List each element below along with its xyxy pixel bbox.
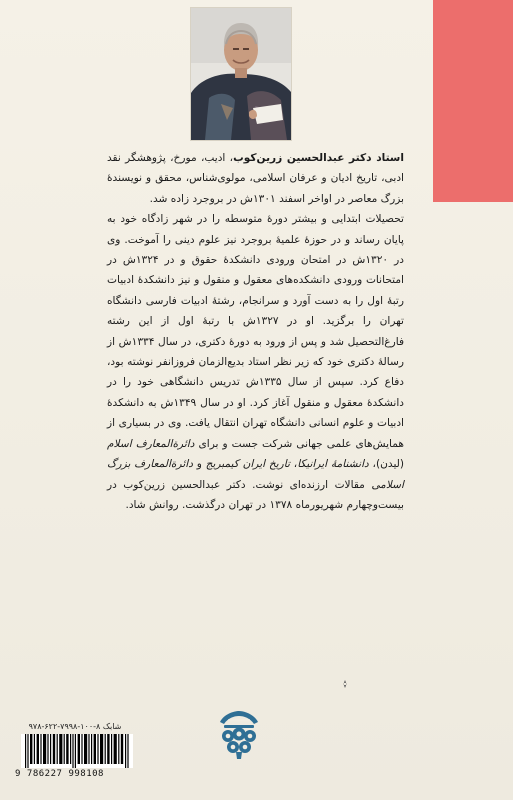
bio-paragraph-main: [107, 209, 404, 515]
author-name: استاد دکتر عبدالحسین زرین‌کوب: [233, 152, 404, 164]
bio-title-4: دائرةالمعارف بزرگ اسلامی: [107, 458, 404, 491]
author-biography: [107, 148, 404, 515]
bio-main-text-3: ،: [289, 458, 298, 471]
bio-title-2: دانشنامهٔ ایرانیکا: [297, 458, 369, 471]
isbn-label: شابک ۸-۱۰۰-۷۹۹۸-۶۲۲-۹۷۸: [28, 722, 122, 731]
barcode-digit-group-2: 998108: [68, 769, 104, 779]
bio-title-1: دائرةالمعارف اسلام: [107, 437, 195, 450]
bio-intro-text: ، ادیب، مورخ، پژوهشگر نقد ادبی، تاریخ ادیان و عرفان اسلامی، مولوی‌شناس، محقق و نویسندهٔ بزرگ معاصر در اواخر اسفند ۱۳۰۱ش در بروجرد زاده شد.: [107, 152, 404, 205]
isbn-barcode-block: [15, 722, 135, 780]
barcode-icon: [21, 734, 133, 768]
author-photo: [190, 7, 292, 141]
publisher-logo-icon: [214, 708, 264, 760]
bio-main-text-2: (لیدن)،: [368, 458, 404, 471]
bio-main-text-5: مقالات ارزنده‌ای نوشت. دکتر عبدالحسین زرین‌کوب در بیست‌وچهارم شهریورماه ۱۳۷۸ در تهران درگذشت. روانش شاد.: [107, 478, 404, 511]
bio-paragraph-intro: [107, 148, 404, 209]
bio-title-3: تاریخ ایران کیمبریج: [205, 458, 290, 471]
bio-main-text-4: و: [192, 458, 206, 471]
red-accent-strip: [433, 0, 513, 202]
barcode-digit-lead: 9: [15, 769, 21, 779]
barcode-digit-group-1: 786227: [26, 769, 63, 779]
barcode-digits: [15, 769, 139, 779]
small-ornament-icon: [340, 674, 350, 684]
bio-main-text-1: تحصیلات ابتدایی و بیشتر دورهٔ متوسطه را در شهر زادگاه خود به پایان رساند و در حوزهٔ علمیهٔ بروجرد نیز علوم دینی را آموخت. وی در ۱۳۲۰ش در امتحان ورودی دانشکدهٔ حقوق و در ۱۳۲۴ش در امتحانات ورودی دانشکده‌های معقول و منقول و نیز دانشکدهٔ ادبیات رتبهٔ اول را به دست آورد و سرانجام، رشتهٔ ادبیات فارسی دانشگاه تهران را برگزید. او در ۱۳۲۷ش با رتبهٔ اول از این رشته فارغ‌التحصیل شد و پس از ورود به دورهٔ دکتری، در سال ۱۳۳۴ش از رسالهٔ دکتری خود که زیر نظر استاد بدیع‌الزمان فروزانفر نوشته بود، دفاع کرد. سپس از سال ۱۳۳۵ش تدریس دانشگاهی خود را در دانشکدهٔ معقول و منقول آغاز کرد. او در سال ۱۳۴۹ش به دانشکدهٔ ادبیات و علوم انسانی دانشگاه تهران انتقال یافت. وی در بسیاری از همایش‌های علمی جهانی شرکت جست و برای: [107, 213, 405, 450]
